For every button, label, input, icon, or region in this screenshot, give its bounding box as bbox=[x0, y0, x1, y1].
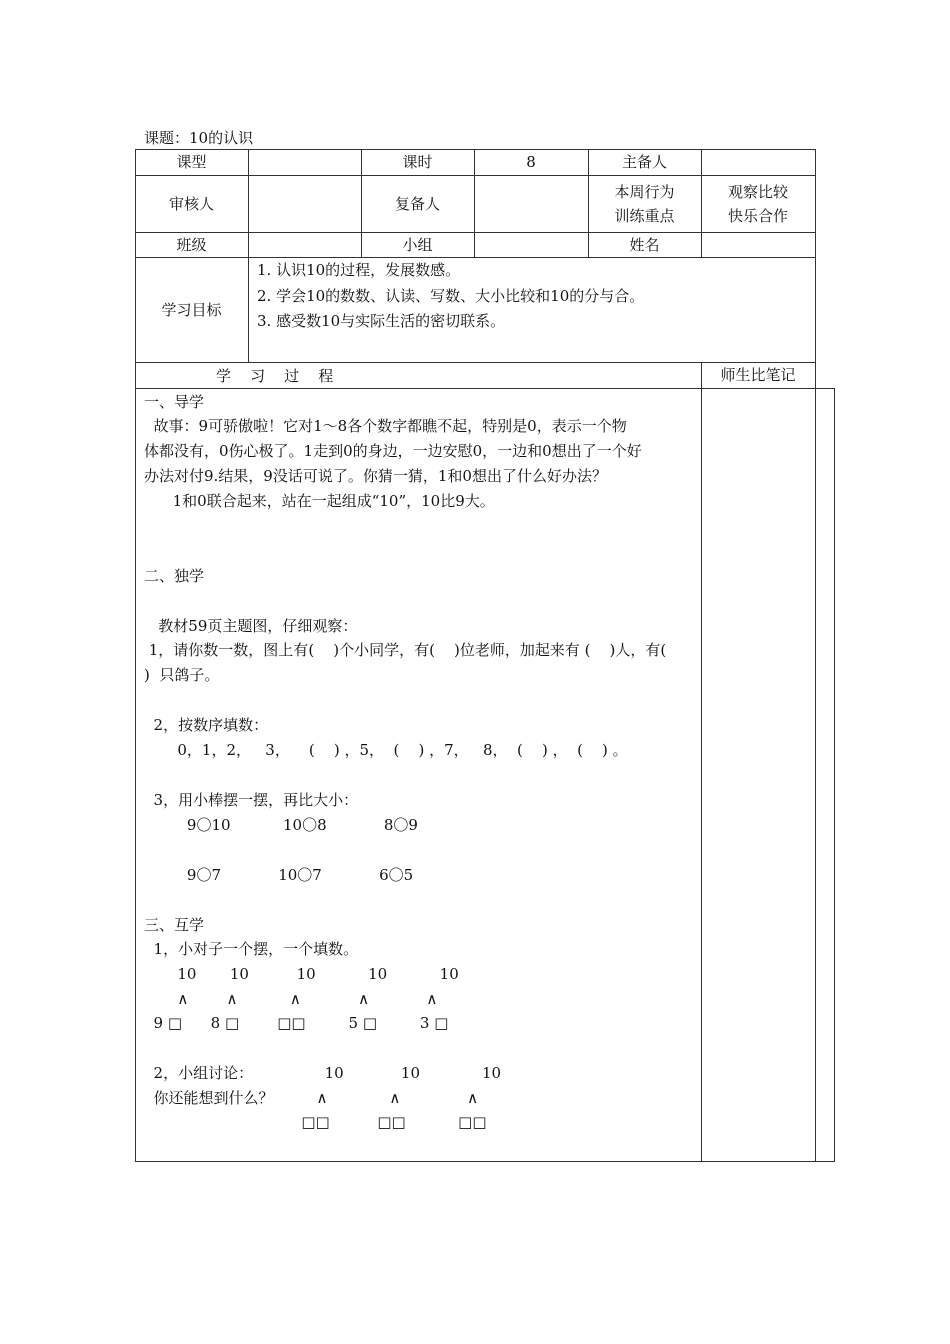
comparison-row: 9〇10 10〇8 8〇9 bbox=[144, 816, 418, 834]
exercise-question: 1，小对子一个摆，一个填数。 bbox=[144, 940, 359, 958]
exercise-question: ) 只鸽子。 bbox=[144, 666, 220, 684]
reviewer-label: 审核人 bbox=[168, 194, 214, 213]
lesson-type-label: 课型 bbox=[176, 153, 207, 171]
co-preparer-label: 复备人 bbox=[394, 194, 440, 213]
discussion-boxes: □□ □□ □□ bbox=[144, 1113, 487, 1131]
notes-header: 师生比笔记 bbox=[720, 366, 796, 384]
number-sequence: 0，1，2， 3， ( ) ，5， ( ) ，7， 8， ( ) ， ( ) 。 bbox=[144, 741, 628, 759]
exercise-question: 2，按数序填数： bbox=[144, 716, 269, 734]
group-value bbox=[474, 232, 588, 257]
periods-value: 8 bbox=[526, 153, 536, 171]
class-value bbox=[248, 232, 361, 257]
page-title: 课题：10的认识 bbox=[144, 129, 254, 147]
goal-item: 3. 感受数10与实际生活的密切联系。 bbox=[257, 312, 506, 330]
lesson-type-value bbox=[248, 149, 361, 175]
section-heading: 一、导学 bbox=[144, 393, 205, 411]
exercise-intro: 教材59页主题图，仔细观察： bbox=[144, 617, 358, 635]
goal-item: 1. 认识10的过程，发展数感。 bbox=[257, 261, 461, 279]
co-preparer-value bbox=[474, 175, 588, 232]
exercise-question: 3，用小棒摆一摆，再比大小： bbox=[144, 791, 359, 809]
table-line bbox=[815, 149, 816, 1161]
table-line bbox=[701, 362, 702, 1161]
periods-label: 课时 bbox=[402, 153, 433, 171]
weekly-focus-label: 本周行为 训练重点 bbox=[614, 182, 675, 225]
reviewer-value bbox=[248, 175, 361, 232]
exercise-question: 1，请你数一数，图上有( )个小同学，有( )位老师，加起来有 ( )人，有( bbox=[144, 641, 667, 659]
story-line: 办法对付9.结果，9没话可说了。你猜一猜，1和0想出了什么好办法？ bbox=[144, 467, 607, 485]
lead-preparer-value bbox=[701, 149, 815, 175]
story-line: 1和0联合起来，站在一起组成“10”，10比9大。 bbox=[144, 492, 495, 510]
story-line: 体都没有，0伤心极了。1走到0的身边，一边安慰0，一边和0想出了一个好 bbox=[144, 442, 642, 460]
decomposition-tens: 10 10 10 10 10 bbox=[144, 965, 459, 983]
table-border-bottom bbox=[135, 1161, 835, 1162]
comparison-row: 9〇7 10〇7 6〇5 bbox=[144, 866, 414, 884]
process-header: 学 习 过 程 bbox=[216, 367, 334, 385]
table-border-right bbox=[834, 388, 835, 1161]
section-heading: 二、独学 bbox=[144, 567, 205, 585]
group-label: 小组 bbox=[402, 235, 433, 254]
section-heading: 三、互学 bbox=[144, 916, 205, 934]
class-label: 班级 bbox=[176, 235, 207, 254]
decomposition-boxes: 9 □ 8 □ □□ 5 □ 3 □ bbox=[144, 1014, 449, 1032]
discussion-row: 2，小组讨论： 10 10 10 bbox=[144, 1064, 502, 1082]
name-value bbox=[701, 232, 815, 257]
goals-label: 学习目标 bbox=[161, 300, 222, 319]
story-line: 故事：9可骄傲啦！它对1～8各个数字都瞧不起，特别是0，表示一个物 bbox=[144, 417, 627, 435]
discussion-row: 你还能想到什么？ ∧ ∧ ∧ bbox=[144, 1089, 479, 1107]
decomposition-carets: ∧ ∧ ∧ ∧ ∧ bbox=[144, 990, 438, 1008]
name-label: 姓名 bbox=[629, 235, 660, 254]
table-line bbox=[135, 388, 835, 389]
lead-preparer-label: 主备人 bbox=[621, 153, 667, 171]
weekly-focus-value: 观察比较 快乐合作 bbox=[727, 182, 788, 225]
goal-item: 2. 学会10的数数、认读、写数、大小比较和10的分与合。 bbox=[257, 287, 645, 305]
